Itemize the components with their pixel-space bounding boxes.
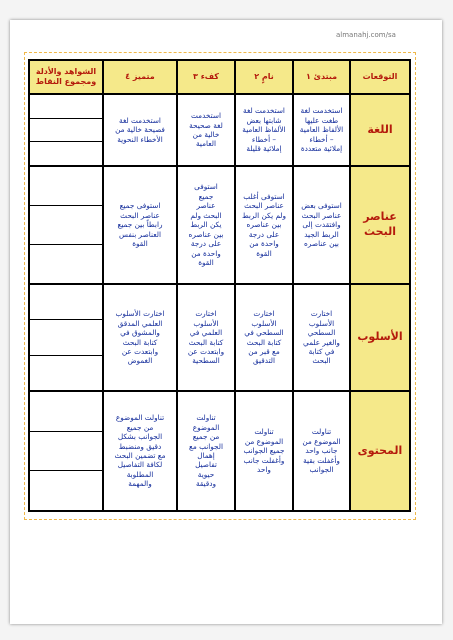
evidence-cell (29, 166, 103, 284)
evidence-cell (29, 284, 103, 391)
rubric-table (28, 59, 411, 512)
descriptor-cell: استوفى جميع عناصر البحث ولم يكن الربط بين عناصره على درجة واحدة من القوة (177, 166, 235, 284)
descriptor-cell: اختارت الأسلوب السطحي في كتابة البحث مع قبر من التدقيق (235, 284, 293, 391)
header-evidence: الشواهد والأدلة ومجموع النقاط (29, 60, 103, 94)
evidence-cell (29, 391, 103, 511)
table-row (29, 284, 410, 391)
criterion-style: الأسلوب (350, 284, 410, 391)
table-row (29, 94, 410, 166)
site-url: almanahj.com/sa (336, 31, 396, 39)
header-level-1: مبتدئ ١ (293, 60, 350, 94)
table-row (29, 166, 410, 284)
criterion-content: المحتوى (350, 391, 410, 511)
header-level-2: نامٍ ٢ (235, 60, 293, 94)
descriptor-cell: تناولت الموضوع من جانب واحد وأغفلت بقية الجوانب (293, 391, 350, 511)
descriptor-cell: تناولت الموضوع من جميع الجوانب مع إهمال تفاصيل حيوية ودقيقة (177, 391, 235, 511)
evidence-cell (29, 94, 103, 166)
descriptor-cell: استخدمت لغة شابتها بعض الألفاظ العامية – أخطاء إملائية قليلة (235, 94, 293, 166)
descriptor-cell: استخدمت لغة طغت عليها الألفاظ العامية – أخطاء إملائية متعددة (293, 94, 350, 166)
descriptor-cell: اختارت الأسلوب العلمي في كتابة البحث وابتعدت عن السطحية (177, 284, 235, 391)
descriptor-cell: اختارت الأسلوب العلمي المدقق والمشوق في كتابة البحث وابتعدت عن الغموض (103, 284, 177, 391)
header-level-3: كفء ٣ (177, 60, 235, 94)
descriptor-cell: تناولت الموضوع من جميع الجوانب وأغفلت جانب واحد (235, 391, 293, 511)
descriptor-cell: استوفى بعض عناصر البحث وافتقدت إلى الربط الجيد بين عناصره (293, 166, 350, 284)
descriptor-cell: استخدمت لغة صحيحة خالية من العامية (177, 94, 235, 166)
header-criteria: التوقعات (350, 60, 410, 94)
descriptor-cell: اختارت الأسلوب السطحي والغير علمي في كتابة البحث (293, 284, 350, 391)
header-level-4: متميز ٤ (103, 60, 177, 94)
table-row (29, 391, 410, 511)
criterion-research-elements: عناصر البحث (350, 166, 410, 284)
header-row (29, 60, 410, 94)
descriptor-cell: استخدمت لغة فصيحة خالية من الأخطاء النحوية (103, 94, 177, 166)
descriptor-cell: استوفى جميع عناصر البحث رابطاً بين جميع العناصر بنفس القوة (103, 166, 177, 284)
criterion-language: اللغة (350, 94, 410, 166)
descriptor-cell: تناولت الموضوع من جميع الجوانب بشكل دقيق ومنضبط مع تضمين البحث لكافة التفاصيل المطلوبة والمهمة (103, 391, 177, 511)
descriptor-cell: استوفى أغلب عناصر البحث ولم يكن الربط بين عناصره على درجة واحدة من القوة (235, 166, 293, 284)
